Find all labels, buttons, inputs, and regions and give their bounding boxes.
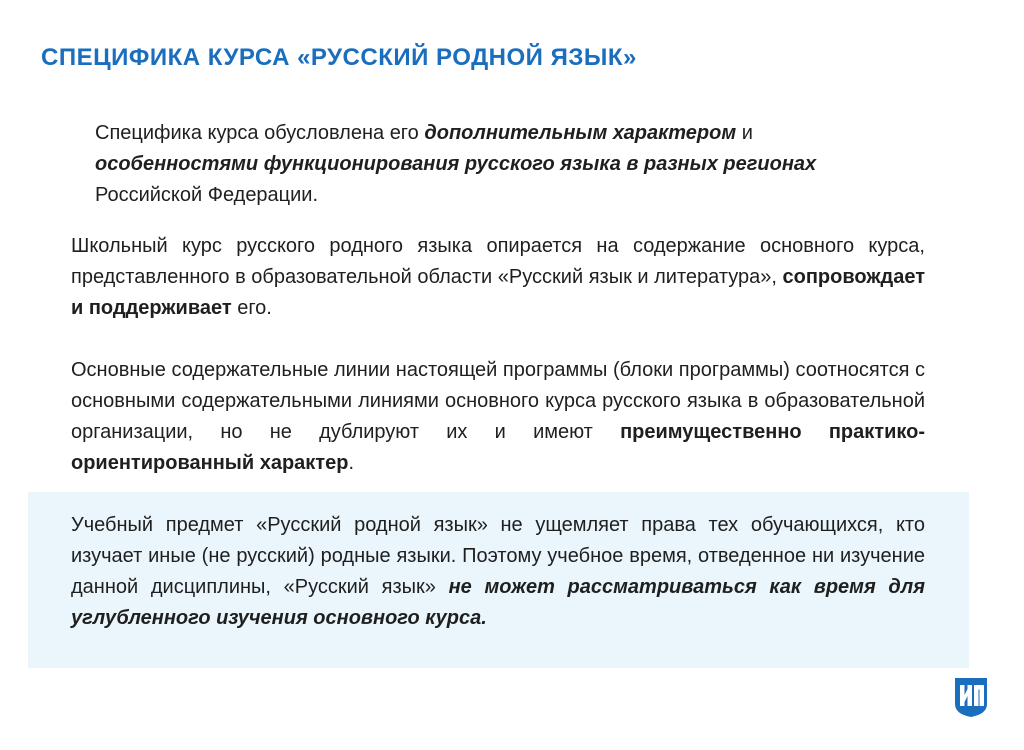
paragraph-text: Школьный курс русского родного языка опирается на содержание основного курса, представленного в образовательной области «Русский язык и литература», bbox=[71, 235, 925, 288]
publisher-logo-svg bbox=[953, 676, 989, 718]
paragraph-bold-italic: не может рассматриваться как время для углубленного изучения основного курса. bbox=[71, 576, 925, 629]
paragraph-text: Учебный предмет «Русский родной язык» не ущемляет права тех обучающихся, кто изучает иные (не русский) родные языки. Поэтому учебное время, отведенное ни изучение данной дисциплины, «Русский язык» bbox=[71, 514, 925, 598]
intro-emphasis: особенностями функционирования русского языка в разных регионах bbox=[95, 153, 817, 175]
logo-letter-i-right bbox=[968, 685, 973, 706]
intro-text-part: Российской Федерации. bbox=[95, 184, 319, 206]
intro-emphasis: дополнительным характером bbox=[424, 122, 737, 144]
paragraph-text: Основные содержательные линии настоящей программы (блоки программы) соотносятся с основными содержательными линиями основного курса русского языка в образовательной организации, но не дублируют их и имеют bbox=[71, 359, 925, 443]
logo-letter-p-left bbox=[974, 685, 979, 706]
body-text bbox=[71, 231, 925, 634]
paragraph-bold: преимущественно практико-ориентированный характер bbox=[71, 421, 925, 474]
intro-text bbox=[95, 118, 935, 211]
publisher-logo-icon bbox=[953, 676, 989, 718]
logo-letter-i-left bbox=[960, 685, 965, 706]
paragraph-bold: сопровождает и поддерживает bbox=[71, 266, 925, 319]
paragraph-1 bbox=[71, 231, 925, 324]
paragraph-3 bbox=[71, 510, 925, 634]
intro-text-part: Специфика курса обусловлена его bbox=[95, 122, 425, 144]
intro-text-part: и bbox=[736, 122, 753, 144]
paragraph-text: . bbox=[348, 452, 354, 474]
logo-letter-p-right bbox=[980, 685, 985, 706]
slide-title: СПЕЦИФИКА КУРСА «РУССКИЙ РОДНОЙ ЯЗЫК» bbox=[41, 44, 637, 71]
paragraph-text: его. bbox=[231, 297, 272, 319]
paragraph-2 bbox=[71, 355, 925, 479]
